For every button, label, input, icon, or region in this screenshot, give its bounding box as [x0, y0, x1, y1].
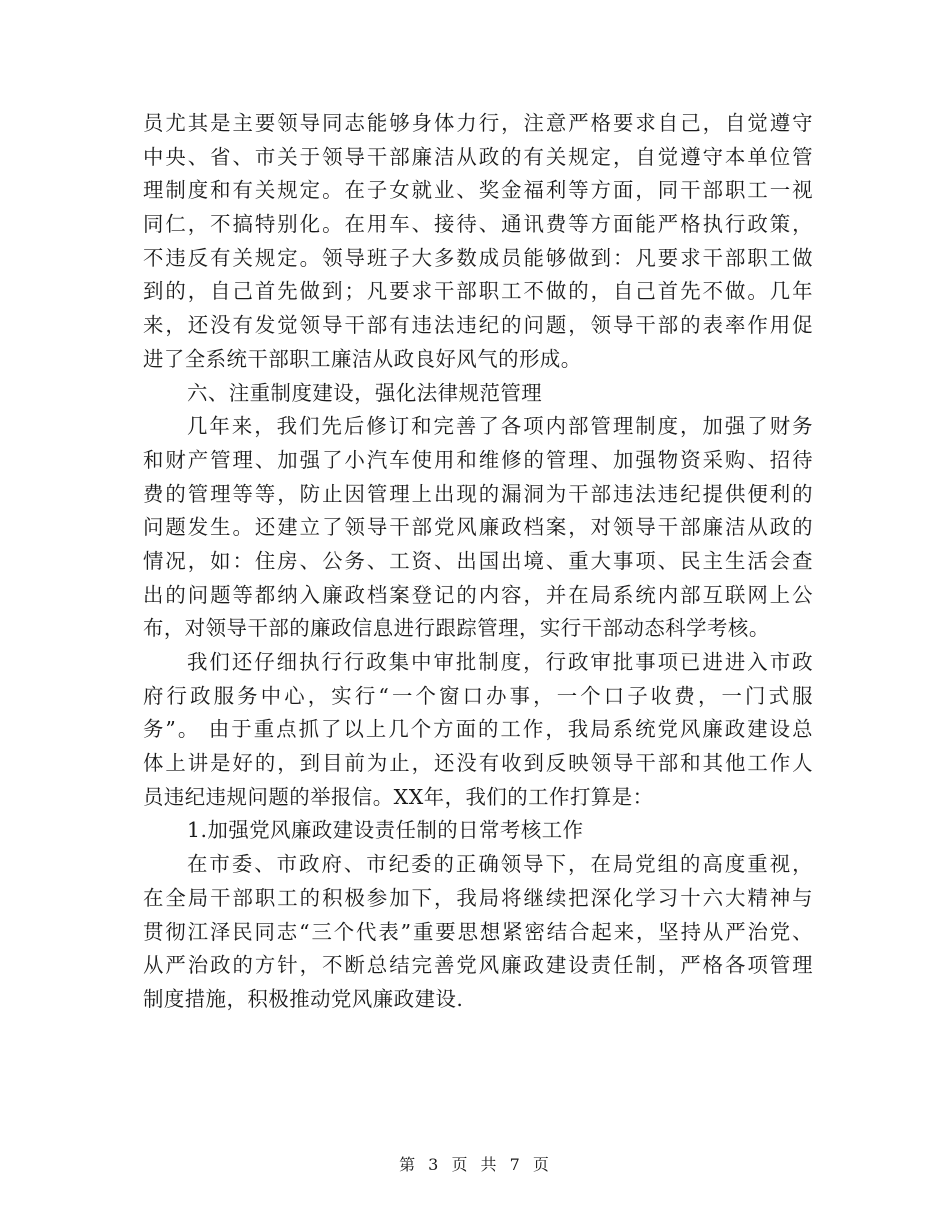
- text-line: 中央、省、市关于领导干部廉洁从政的有关规定，自觉遵守本单位管: [143, 144, 813, 169]
- text-line: 六、注重制度建设，强化法律规范管理: [187, 380, 543, 405]
- text-line: 制度措施，积极推动党风廉政建设.: [143, 986, 464, 1011]
- text-line: 员违纪违规问题的举报信。XX年，我们的工作打算是：: [143, 784, 654, 809]
- text-line: 从严治政的方针，不断总结完善党风廉政建设责任制，严格各项管理: [143, 953, 813, 978]
- text-line: 在市委、市政府、市纪委的正确领导下，在局党组的高度重视，: [187, 852, 813, 877]
- text-line: 几年来，我们先后修订和完善了各项内部管理制度，加强了财务: [187, 414, 813, 439]
- text-line: 不违反有关规定。领导班子大多数成员能够做到：凡要求干部职工做: [143, 245, 813, 270]
- text-line: 问题发生。还建立了领导干部党风廉政档案，对领导干部廉洁从政的: [143, 515, 813, 540]
- text-line: 布，对领导干部的廉政信息进行跟踪管理，实行干部动态科学考核。: [143, 616, 770, 641]
- text-line: 进了全系统干部职工廉洁从政良好风气的形成。: [143, 346, 582, 371]
- text-line: 来，还没有发觉领导干部有违法违纪的问题，领导干部的表率作用促: [143, 313, 813, 338]
- text-line: 府行政服务中心，实行“一个窗口办事，一个口子收费，一门式服: [143, 683, 813, 708]
- text-line: 我们还仔细执行行政集中审批制度，行政审批事项已进进入市政: [187, 650, 813, 674]
- text-line: 费的管理等等，防止因管理上出现的漏洞为干部违法违纪提供便利的: [143, 481, 813, 506]
- document-body: [143, 107, 813, 1017]
- text-line: 在全局干部职工的积极参加下，我局将继续把深化学习十六大精神与: [143, 885, 813, 910]
- text-line: 同仁，不搞特别化。在用车、接待、通讯费等方面能严格执行政策，: [143, 212, 813, 237]
- text-line: 出的问题等都纳入廉政档案登记的内容，并在局系统内部互联网上公: [143, 582, 813, 607]
- text-line: 贯彻江泽民同志“三个代表”重要思想紧密结合起来，坚持从严治党、: [143, 919, 813, 944]
- text-line: 员尤其是主要领导同志能够身体力行，注意严格要求自己，自觉遵守: [143, 111, 813, 135]
- text-line: 理制度和有关规定。在子女就业、奖金福利等方面，同干部职工一视: [143, 178, 813, 203]
- text-line: 到的，自己首先做到；凡要求干部职工不做的，自己首先不做。几年: [143, 279, 813, 304]
- text-line: 情况，如：住房、公务、工资、出国出境、重大事项、民主生活会查: [143, 548, 813, 573]
- text-line: 1.加强党风廉政建设责任制的日常考核工作: [187, 818, 584, 843]
- text-line: 体上讲是好的，到目前为止，还没有收到反映领导干部和其他工作人: [143, 751, 813, 776]
- page-footer: 第 3 页 共 7 页: [399, 1155, 551, 1174]
- text-line: 和财产管理、加强了小汽车使用和维修的管理、加强物资采购、招待: [143, 447, 813, 472]
- text-line: 务”。 由于重点抓了以上几个方面的工作，我局系统党风廉政建设总: [143, 717, 813, 742]
